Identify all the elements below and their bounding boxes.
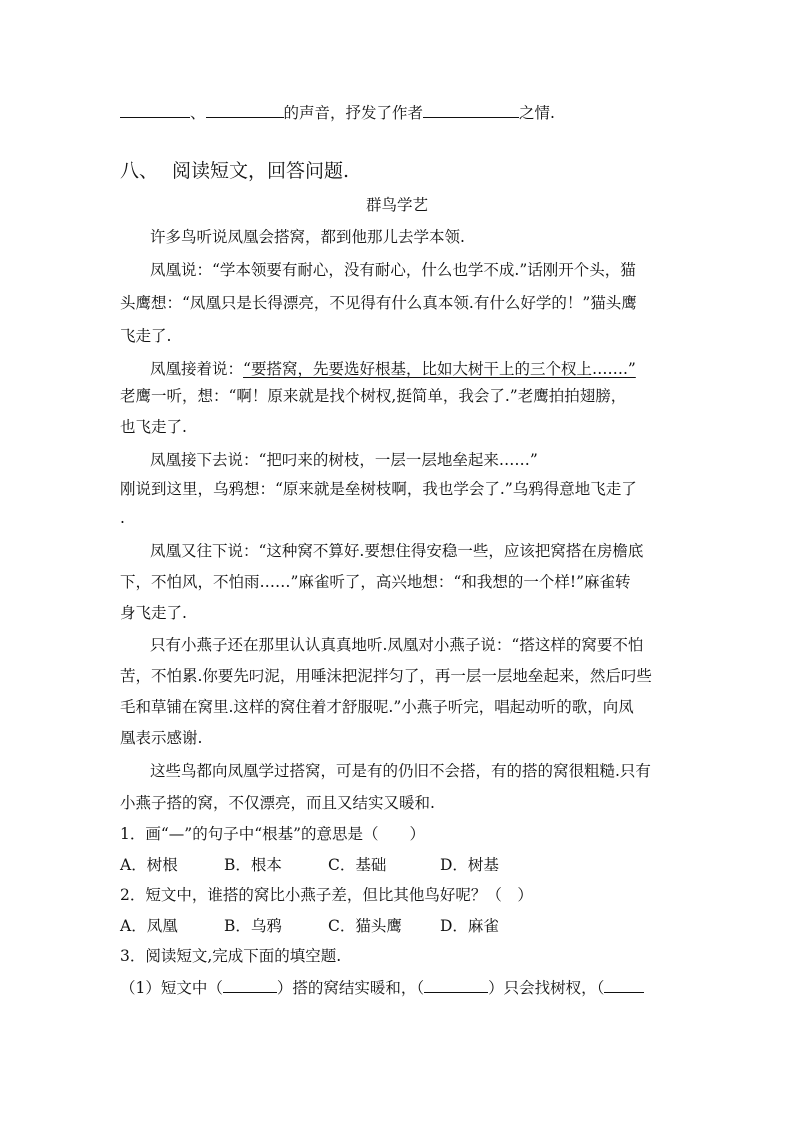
question-1-stem: 1．画“—”的句子中“根基”的意思是（ ） <box>120 825 426 843</box>
story-line: 只有小燕子还在那里认认真真地听.凤凰对小燕子说：“搭这样的窝要不怕 <box>150 636 644 654</box>
previous-question-text: 的声音，抒发了作者 <box>283 104 424 122</box>
story-line: 许多鸟听说凤凰会搭窝，都到他那儿去学本领. <box>150 228 465 246</box>
answer-blank[interactable] <box>604 976 644 993</box>
option-a[interactable]: A．树根 <box>120 856 178 874</box>
story-line: 凤凰接下去说：“把叼来的树枝，一层一层地垒起来……” <box>150 451 538 469</box>
story-line: 凰表示感谢. <box>120 729 203 747</box>
story-line: 下，不怕风，不怕雨……”麻雀听了，高兴地想：“和我想的一个样!”麻雀转 <box>120 573 631 591</box>
option-b[interactable]: B．乌鸦 <box>224 917 282 935</box>
option-b[interactable]: B．根本 <box>224 856 282 874</box>
option-c[interactable]: C．基础 <box>328 856 387 874</box>
sub-question-text: ）搭的窝结实暖和，（ <box>276 979 425 997</box>
section-heading <box>120 158 349 184</box>
option-d[interactable]: D．树基 <box>440 856 499 874</box>
previous-question-line <box>120 101 555 124</box>
story-line: 刚说到这里，乌鸦想：“原来就是垒树枝啊，我也学会了.”乌鸦得意地飞走了 <box>120 480 637 498</box>
story-line: 头鹰想：“凤凰只是长得漂亮，不见得有什么真本领.有什么好学的！”猫头鹰 <box>120 294 637 312</box>
story-line: 这些鸟都向凤凰学过搭窝，可是有的仍旧不会搭，有的搭的窝很粗糙.只有 <box>150 762 651 780</box>
story-line-lead: 凤凰接着说： <box>150 360 244 378</box>
story-line: 毛和草铺在窝里.这样的窝住着才舒服呢.”小燕子听完，唱起动听的歌，向凤 <box>120 698 634 716</box>
story-line: 也飞走了. <box>120 418 187 436</box>
story-line: 老鹰一听，想：“啊！原来就是找个树杈,挺简单，我会了.”老鹰拍拍翅膀， <box>120 387 627 405</box>
question-3-sub-1 <box>120 976 644 999</box>
answer-blank[interactable] <box>120 101 190 118</box>
story-line: 苦，不怕累.你要先叼泥，用唾沫把泥拌匀了，再一层一层地垒起来，然后叼些 <box>120 667 652 685</box>
answer-blank[interactable] <box>223 976 277 993</box>
section-number: 八、 <box>120 160 159 182</box>
story-line: 凤凰说：“学本领要有耐心，没有耐心，什么也学不成.”话刚开个头，猫 <box>150 261 636 279</box>
question-3-stem: 3．阅读短文,完成下面的填空题. <box>120 947 342 965</box>
answer-blank[interactable] <box>206 101 284 118</box>
story-line: 飞走了. <box>120 327 172 345</box>
answer-blank[interactable] <box>424 976 488 993</box>
question-2-stem: 2．短文中，谁搭的窝比小燕子差，但比其他鸟好呢？（ ） <box>120 886 533 904</box>
section-title: 阅读短文，回答问题. <box>172 160 350 182</box>
story-title: 群鸟学艺 <box>365 196 428 214</box>
story-line: 身飞走了. <box>120 604 187 622</box>
separator: 、 <box>190 104 206 122</box>
question-1-options <box>120 854 499 876</box>
answer-blank[interactable] <box>423 101 519 118</box>
sub-question-text: ）只会找树杈，（ <box>488 979 605 997</box>
option-d[interactable]: D．麻雀 <box>440 917 499 935</box>
story-line: . <box>120 509 125 527</box>
option-c[interactable]: C．猫头鹰 <box>328 917 402 935</box>
question-2-options <box>120 915 499 937</box>
story-line <box>150 358 636 380</box>
underlined-sentence: “要搭窝，先要选好根基，比如大树干上的三个杈上…….” <box>243 360 636 378</box>
story-line: 小燕子搭的窝，不仅漂亮，而且又结实又暖和. <box>120 794 435 812</box>
option-a[interactable]: A．凤凰 <box>120 917 178 935</box>
previous-question-tail: 之情. <box>519 104 555 122</box>
story-line: 凤凰又往下说：“这种窝不算好.要想住得安稳一些，应该把窝搭在房檐底 <box>150 542 644 560</box>
sub-question-text: （1）短文中（ <box>120 979 223 997</box>
